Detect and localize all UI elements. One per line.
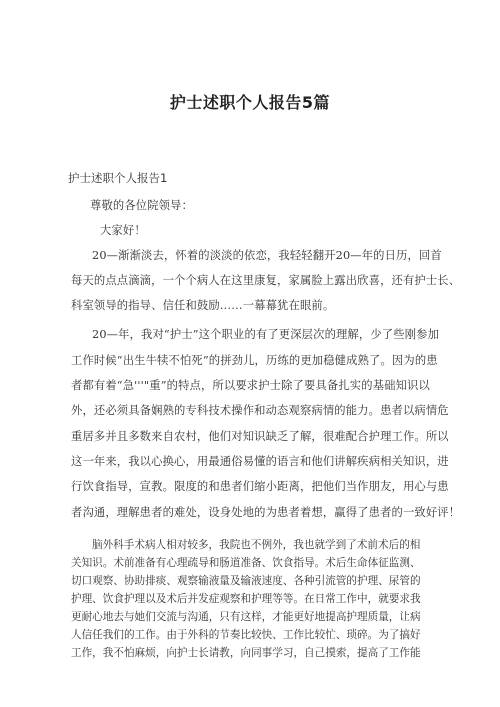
greeting: 尊敬的各位院领导： [90,199,194,212]
section-title: 护士述职个人报告1 [68,171,168,185]
paragraph-2-line: 外，还必须具备娴熟的专科技术操作和动态观察病情的能力。患者以病情危 [71,404,449,417]
paragraph-3-line: 护理、饮食护理以及术后并发症观察和护理等等。在日常工作中，就要求我 [71,593,421,605]
paragraph-3-line: 关知识。术前准备有心理疏导和肠道准备、饮食指导。术后生命体征监测、 [71,557,421,569]
paragraph-2-line: 行饮食指导，宣教。限度的和患者们缩小距离，把他们当作朋友，用心与患 [71,480,449,493]
paragraph-1-line: 每天的点点滴滴，一个个病人在这里康复，家属脸上露出欣喜，还有护士长、 [71,274,461,287]
paragraph-2-line: 重居多并且多数来自农村，他们对知识缺乏了解，很难配合护理工作。所以 [71,430,449,443]
paragraph-2-line: 者沟通，理解患者的难处，设身处地的为患者着想，赢得了患者的一致好评！ [71,506,461,519]
salutation: 大家好！ [100,224,146,237]
document-title: 护士述职个人报告5篇 [169,93,331,112]
paragraph-2-line: 者都有着“急'''"重”的特点，所以要求护士除了要具备扎实的基础知识以 [71,379,430,392]
paragraph-3-line: 工作，我不怕麻烦，向护士长请教，向同事学习，自己摸索，提高了工作能 [71,647,421,659]
paragraph-3-line: 脑外科手术病人相对较多，我院也不例外，我也就学到了术前术后的相 [92,539,421,551]
paragraph-2-line: 20—年，我对“护士”这个职业的有了更深层次的理解，少了些刚参加 [92,328,440,341]
paragraph-1-line: 科室领导的指导、信任和鼓励……一幕幕犹在眼前。 [71,299,335,312]
paragraph-2-line: 这一年来，我以心换心，用最通俗易懂的语言和他们讲解疾病相关知识，进 [71,455,449,468]
paragraph-3-line: 更耐心地去与她们交流与沟通，只有这样，才能更好地提高护理质量，让病 [71,611,421,623]
paragraph-3-line: 切口观察、协助排痰、观察输液量及输液速度、各种引流管的护理、尿管的 [71,575,421,587]
paragraph-2-line: 工作时候“出生牛犊不怕死”的拼劲儿，历练的更加稳健成熟了。因为的患 [71,354,438,367]
paragraph-1-line: 20—渐渐淡去，怀着的淡淡的依恋，我轻轻翻开20—年的日历，回首 [92,249,442,262]
paragraph-3-line: 人信任我们的工作。由于外科的节奏比较快、工作比较忙、琐碎。为了搞好 [71,629,421,641]
